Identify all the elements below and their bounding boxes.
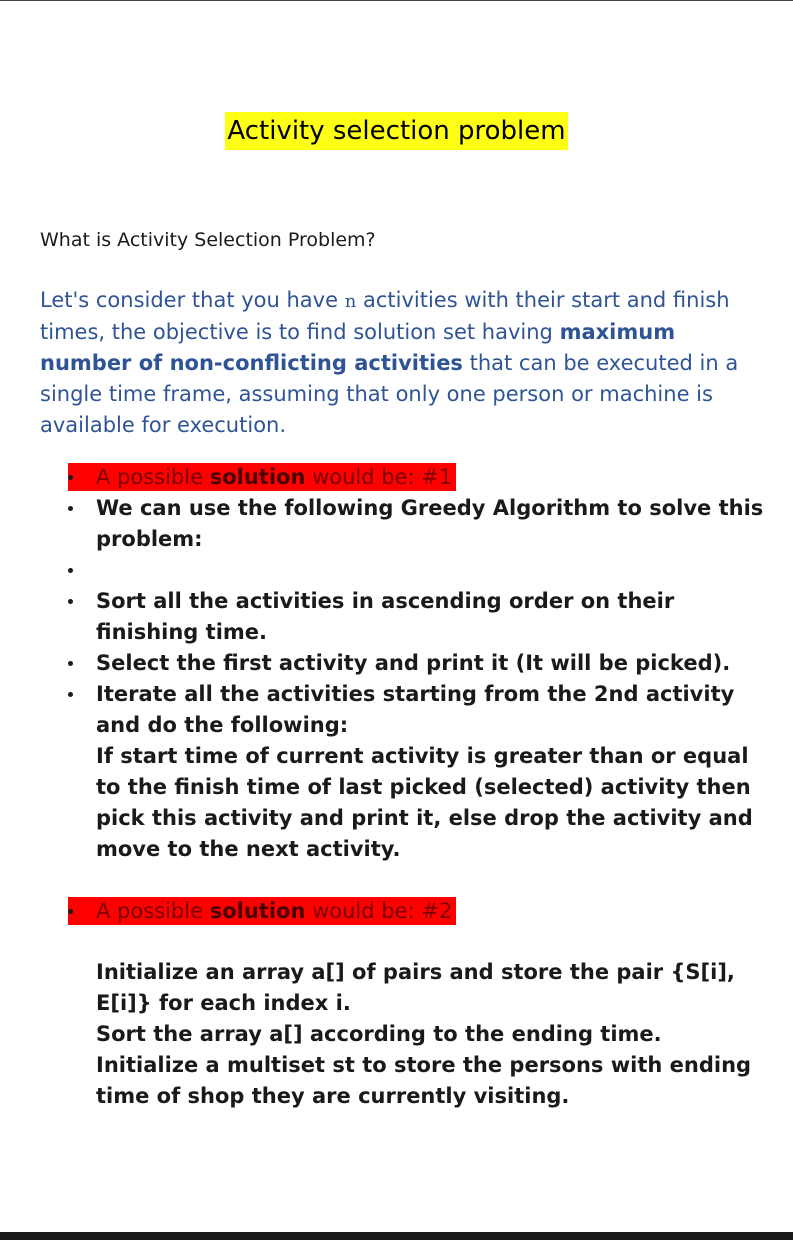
bullet-icon	[68, 661, 73, 666]
step-text: We can use the following Greedy Algorithm to solve this problem:	[96, 496, 764, 551]
top-border	[0, 0, 793, 1]
step-text: Iterate all the activities starting from the 2nd activity and do the following:	[96, 682, 735, 737]
solution2-prefix: A possible	[96, 899, 210, 923]
bullet-icon	[68, 692, 73, 697]
solution1-steps	[68, 493, 768, 865]
solution1-heading	[68, 463, 456, 491]
bullet-icon	[68, 475, 73, 480]
solution2-bold: solution	[209, 899, 306, 923]
list-item	[68, 679, 768, 865]
solution1-suffix: would be: #1	[305, 465, 453, 489]
step-text: Select the first activity and print it (It will be picked).	[96, 651, 731, 675]
question-heading: What is Activity Selection Problem?	[40, 229, 376, 251]
intro-part2: activities with their start and finish times, the objective is to find solution set having	[40, 288, 730, 344]
list-item	[68, 586, 768, 648]
solution2-line: Sort the array a[] according to the ending time.	[96, 1022, 662, 1046]
bullet-icon	[68, 568, 73, 573]
bullet-icon	[68, 909, 73, 914]
solution2-steps	[96, 957, 776, 1112]
intro-bold: maximum number of non-conflicting activities	[40, 320, 676, 375]
list-item	[68, 648, 768, 679]
step-continuation: If start time of current activity is greater than or equal to the finish time of last picked (selected) activity then pick this activity and print it, else drop the activity and move to the next activity.	[96, 744, 753, 861]
solution2-heading	[68, 897, 456, 925]
solution1-bold: solution	[209, 465, 306, 489]
bullet-icon	[68, 506, 73, 511]
solution2-suffix: would be: #2	[305, 899, 453, 923]
intro-part3: that can be executed in a single time frame, assuming that only one person or machine is available for execution.	[40, 351, 739, 437]
intro-paragraph	[40, 285, 760, 441]
bottom-border	[0, 1232, 793, 1240]
page-title: Activity selection problem	[225, 112, 567, 150]
title-container	[0, 112, 793, 150]
solution2-line: Initialize a multiset st to store the persons with ending time of shop they are currently visiting.	[96, 1053, 752, 1108]
bullet-icon	[68, 599, 73, 604]
intro-variable: n	[344, 291, 357, 312]
step-text: Sort all the activities in ascending order on their finishing time.	[96, 589, 675, 644]
solution2-line: Initialize an array a[] of pairs and store the pair {S[i], E[i]} for each index i.	[96, 960, 735, 1015]
solution1-prefix: A possible	[96, 465, 210, 489]
list-item	[68, 555, 768, 586]
list-item	[68, 493, 768, 555]
intro-part1: Let's consider that you have	[40, 288, 345, 312]
